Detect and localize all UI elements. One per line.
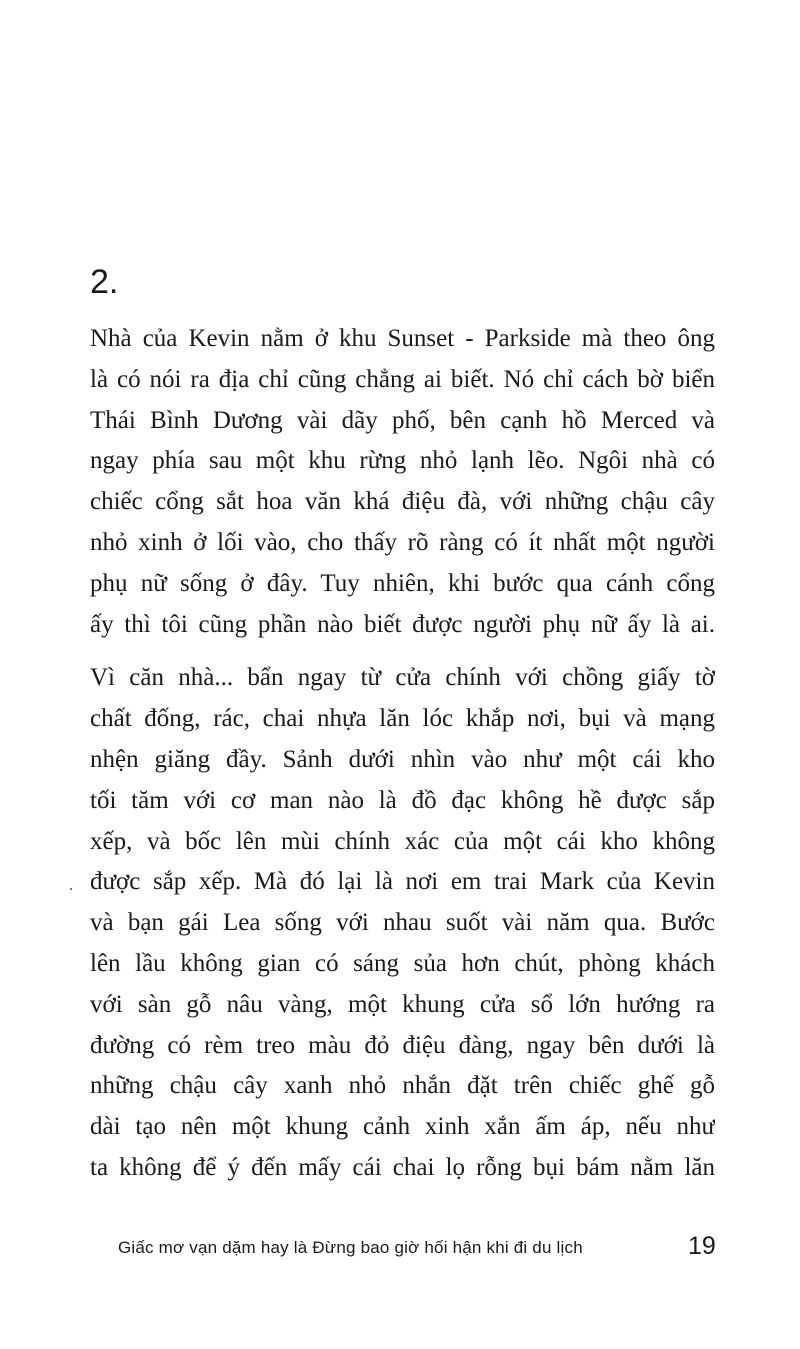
- text-line: Vì căn nhà... bẩn ngay từ cửa chính với chồng giấy tờ: [90, 664, 715, 692]
- page-number: 19: [688, 1232, 716, 1260]
- text-line: và bạn gái Lea sống với nhau suốt vài năm qua. Bước: [90, 909, 715, 937]
- text-line: nhỏ xinh ở lối vào, cho thấy rõ ràng có ít nhất một người: [90, 528, 715, 556]
- text-line: với sàn gỗ nâu vàng, một khung cửa sổ lớn hướng ra: [90, 990, 715, 1018]
- text-line: chất đống, rác, chai nhựa lăn lóc khắp nơi, bụi và mạng: [90, 705, 715, 733]
- text-line: ngay phía sau một khu rừng nhỏ lạnh lẽo. Ngôi nhà có: [90, 447, 715, 475]
- chapter-number: 2.: [90, 263, 119, 301]
- paragraph-2: [90, 658, 715, 1188]
- text-line: dài tạo nên một khung cảnh xinh xắn ấm áp, nếu như: [90, 1113, 715, 1141]
- page-footer: [118, 1232, 718, 1264]
- text-line: chiếc cổng sắt hoa văn khá điệu đà, với những chậu cây: [90, 488, 715, 516]
- paragraph-1: [90, 319, 715, 645]
- body-text: [90, 319, 715, 1189]
- text-line: xếp, và bốc lên mùi chính xác của một cái kho không: [90, 827, 715, 855]
- text-line: nhện giăng đầy. Sảnh dưới nhìn vào như một cái kho: [90, 745, 715, 773]
- text-line: đường có rèm treo màu đỏ điệu đàng, ngay bên dưới là: [90, 1031, 715, 1059]
- text-line: Nhà của Kevin nằm ở khu Sunset - Parkside mà theo ông: [90, 325, 715, 352]
- text-line: Thái Bình Dương vài dãy phố, bên cạnh hồ Merced và: [90, 406, 715, 434]
- text-line: ta không để ý đến mấy cái chai lọ rỗng bụi bám nằm lăn: [90, 1153, 715, 1181]
- paragraph-gap: [90, 645, 715, 658]
- text-line: phụ nữ sống ở đây. Tuy nhiên, khi bước qua cánh cổng: [90, 569, 715, 597]
- scan-speck: [70, 888, 72, 890]
- text-line: những chậu cây xanh nhỏ nhắn đặt trên chiếc ghế gỗ: [90, 1072, 715, 1100]
- text-line: ấy thì tôi cũng phần nào biết được người phụ nữ ấy là ai.: [90, 610, 715, 638]
- running-title: Giấc mơ vạn dặm hay là Đừng bao giờ hối hận khi đi du lịch: [118, 1238, 583, 1257]
- text-line: được sắp xếp. Mà đó lại là nơi em trai Mark của Kevin: [90, 868, 715, 896]
- text-line: là có nói ra địa chỉ cũng chẳng ai biết. Nó chỉ cách bờ biển: [90, 365, 715, 393]
- text-line: tối tăm với cơ man nào là đồ đạc không hề được sắp: [90, 786, 715, 814]
- text-line: lên lầu không gian có sáng sủa hơn chút, phòng khách: [90, 949, 715, 977]
